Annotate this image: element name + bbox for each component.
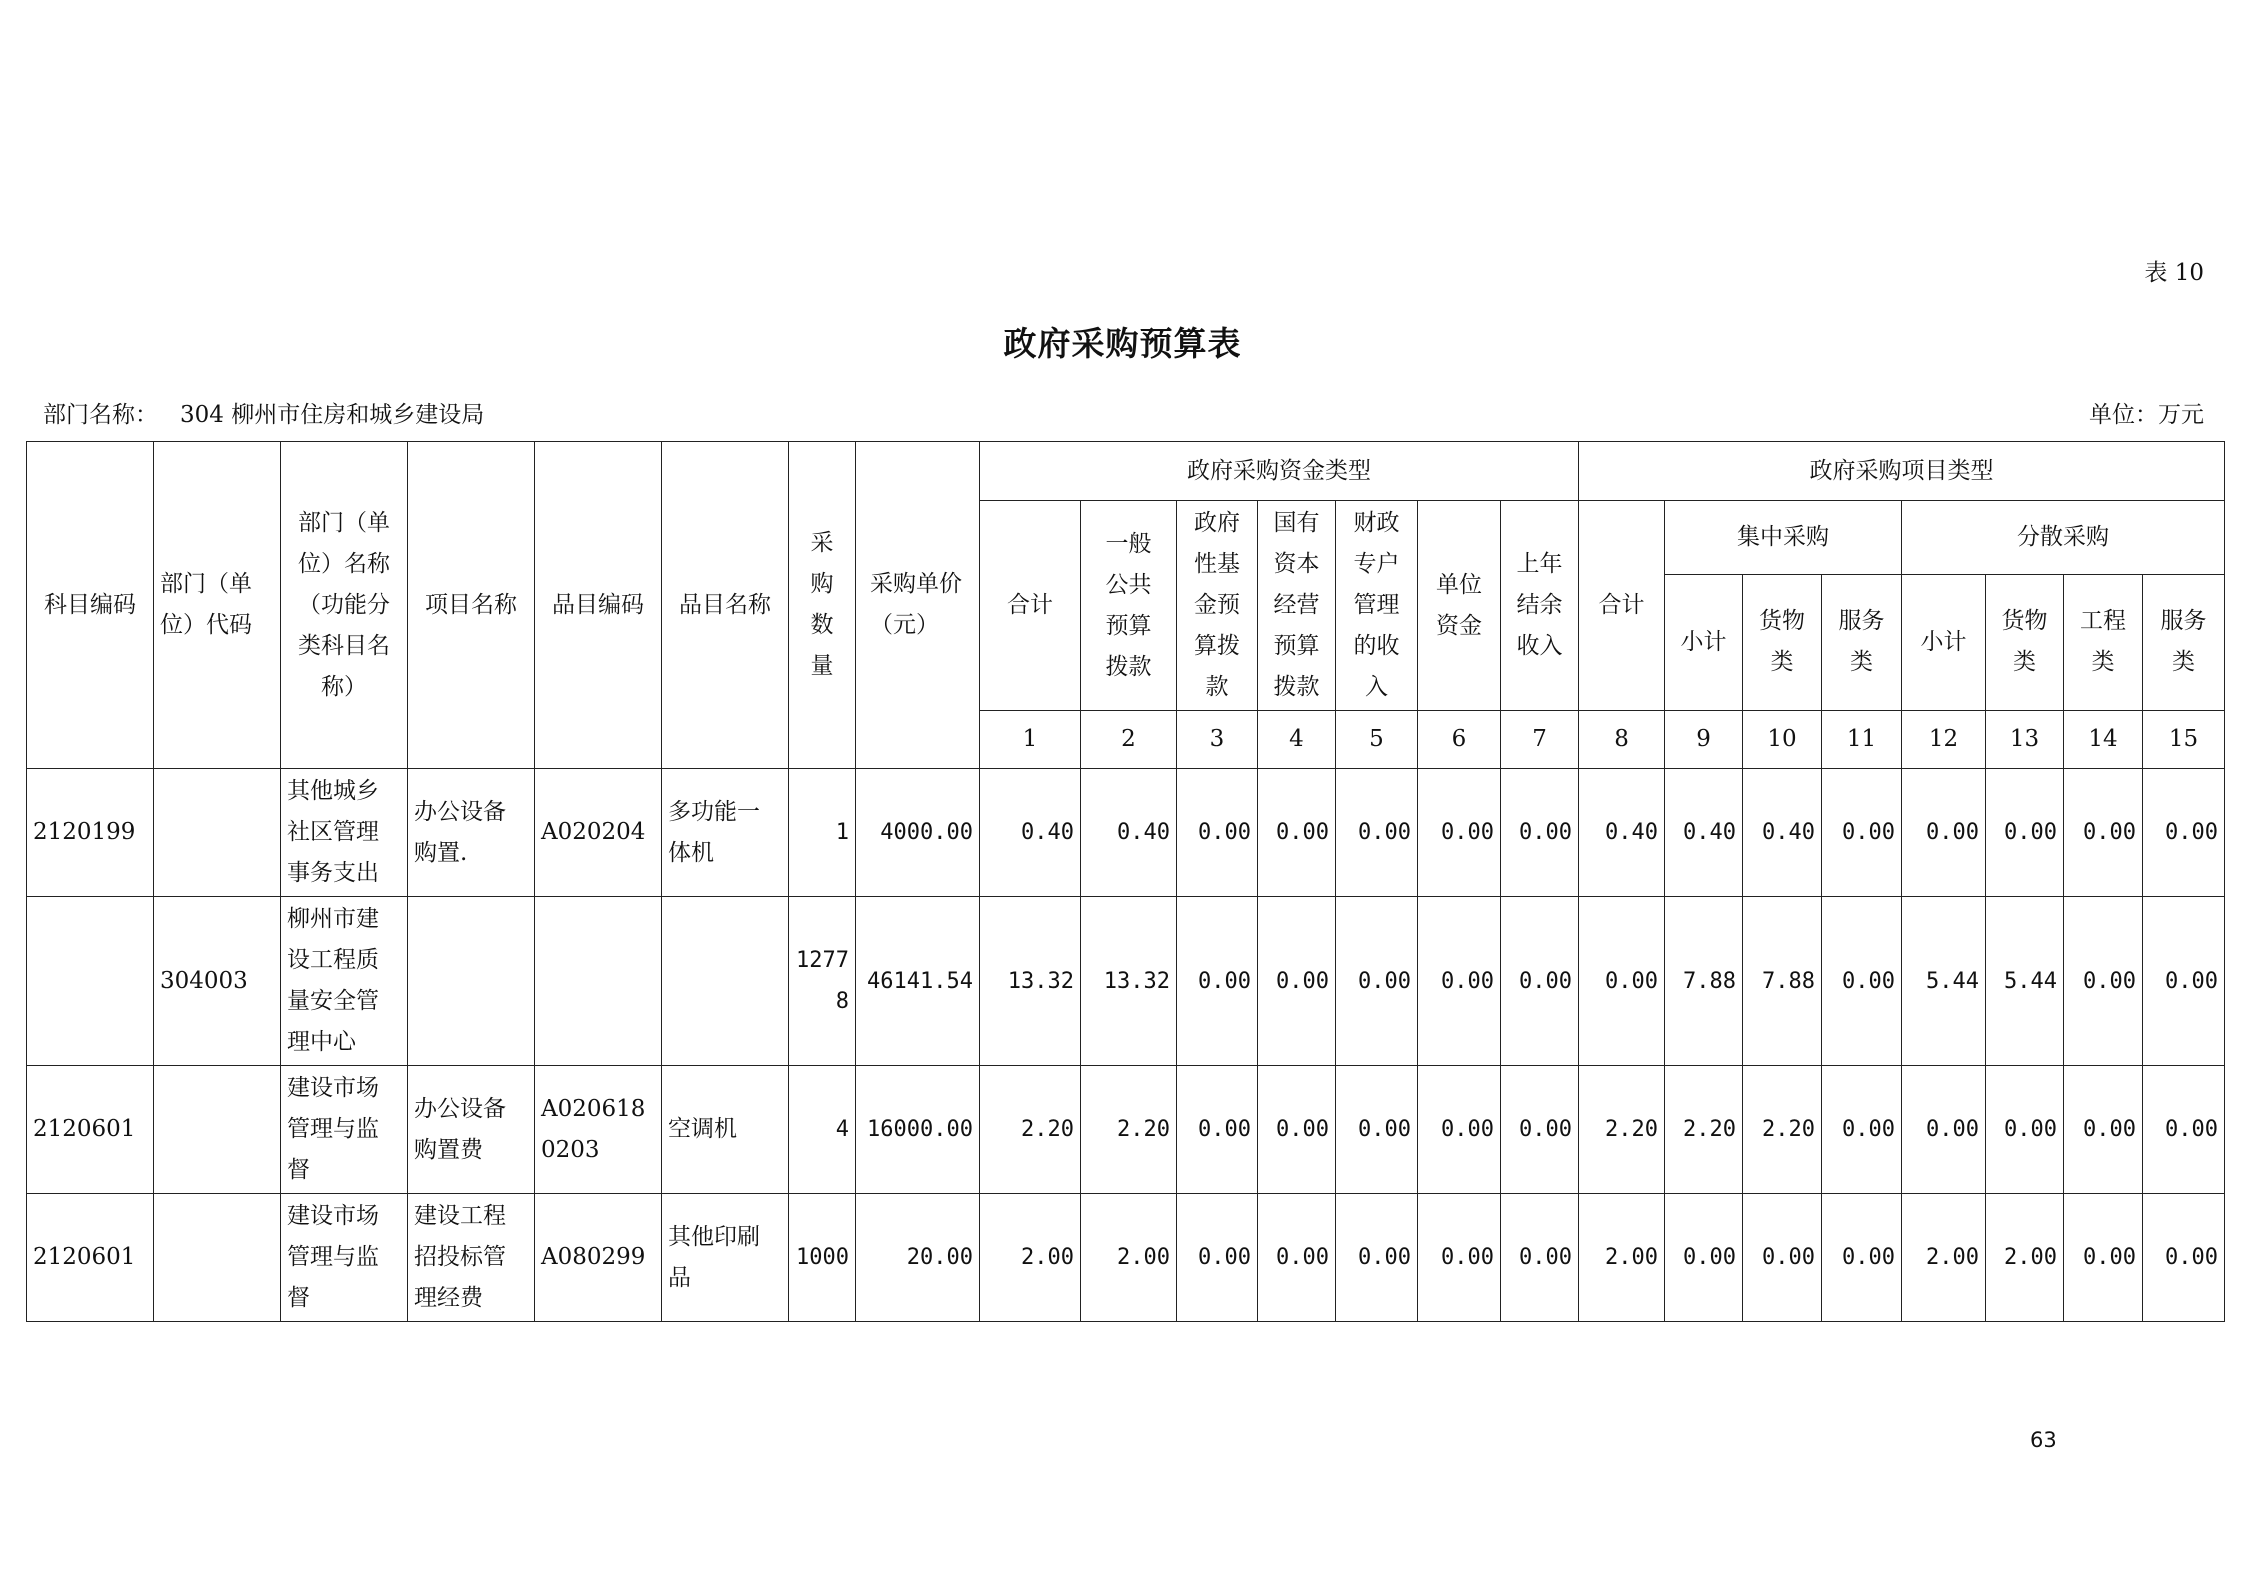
cell-amount: 0.00 xyxy=(1822,1194,1902,1322)
cell-amount: 0.40 xyxy=(1665,769,1743,897)
header-decentralized: 分散采购 xyxy=(1902,501,2225,575)
cell-dept-name: 柳州市建设工程质量安全管理中心 xyxy=(281,897,408,1066)
cell-amount: 0.00 xyxy=(1822,769,1902,897)
header-item-name: 品目名称 xyxy=(662,442,789,769)
cell-item-code: A080299 xyxy=(535,1194,662,1322)
cell-subject-code: 2120199 xyxy=(27,769,154,897)
cell-dept-code xyxy=(154,1194,281,1322)
cell-dept-code: 304003 xyxy=(154,897,281,1066)
cell-amount: 0.00 xyxy=(1418,1066,1501,1194)
header-carryover: 上年结余收入 xyxy=(1501,501,1579,711)
cell-amount: 0.00 xyxy=(1418,1194,1501,1322)
cell-amount: 5.44 xyxy=(1902,897,1986,1066)
cell-dept-name: 建设市场管理与监督 xyxy=(281,1066,408,1194)
cell-dept-name: 建设市场管理与监督 xyxy=(281,1194,408,1322)
department-label: 部门名称： xyxy=(43,402,158,428)
cell-amount: 0.00 xyxy=(1177,897,1258,1066)
cell-amount: 0.00 xyxy=(1418,897,1501,1066)
cell-quantity: 1 xyxy=(789,769,856,897)
cell-item-code xyxy=(535,897,662,1066)
header-subtotal2: 小计 xyxy=(1902,574,1986,710)
cell-subject-code xyxy=(27,897,154,1066)
cell-project-name xyxy=(408,897,535,1066)
cell-amount: 0.00 xyxy=(1258,769,1336,897)
cell-amount: 2.20 xyxy=(980,1066,1081,1194)
cell-dept-name: 其他城乡社区管理事务支出 xyxy=(281,769,408,897)
cell-amount: 0.40 xyxy=(1743,769,1822,897)
cell-amount: 0.00 xyxy=(1258,1194,1336,1322)
cell-amount: 2.20 xyxy=(1665,1066,1743,1194)
header-quantity: 采购数量 xyxy=(789,442,856,769)
table-body xyxy=(27,769,2225,1322)
cell-amount: 2.00 xyxy=(1986,1194,2064,1322)
cell-amount: 0.00 xyxy=(2064,897,2143,1066)
cell-amount: 0.00 xyxy=(1902,1066,1986,1194)
cell-amount: 0.00 xyxy=(1501,1194,1579,1322)
cell-amount: 0.00 xyxy=(1336,769,1418,897)
cell-amount: 2.00 xyxy=(1902,1194,1986,1322)
cell-amount: 0.00 xyxy=(2143,1194,2225,1322)
table-row xyxy=(27,1066,2225,1194)
cell-quantity: 1000 xyxy=(789,1194,856,1322)
cell-amount: 0.00 xyxy=(1501,897,1579,1066)
header-subtotal: 小计 xyxy=(1665,574,1743,710)
header-subject-code: 科目编码 xyxy=(27,442,154,769)
cell-amount: 0.00 xyxy=(1822,897,1902,1066)
cell-item-name: 其他印刷品 xyxy=(662,1194,789,1322)
cell-item-name xyxy=(662,897,789,1066)
cell-amount: 0.00 xyxy=(1579,897,1665,1066)
column-number: 4 xyxy=(1258,711,1336,769)
department-line xyxy=(43,396,484,429)
column-number: 1 xyxy=(980,711,1081,769)
header-special-account: 财政专户管理的收入 xyxy=(1336,501,1418,711)
cell-amount: 2.00 xyxy=(1579,1194,1665,1322)
header-dept-name: 部门（单位）名称（功能分类科目名称） xyxy=(281,442,408,769)
cell-amount: 0.00 xyxy=(1177,769,1258,897)
cell-amount: 2.20 xyxy=(1081,1066,1177,1194)
column-number: 12 xyxy=(1902,711,1986,769)
cell-amount: 0.00 xyxy=(2064,769,2143,897)
cell-project-name: 办公设备购置. xyxy=(408,769,535,897)
column-number: 9 xyxy=(1665,711,1743,769)
cell-unit-price: 16000.00 xyxy=(856,1066,980,1194)
cell-amount: 0.00 xyxy=(1986,769,2064,897)
cell-amount: 0.00 xyxy=(1501,1066,1579,1194)
header-service: 服务类 xyxy=(1822,574,1902,710)
column-number: 3 xyxy=(1177,711,1258,769)
cell-quantity: 4 xyxy=(789,1066,856,1194)
column-number: 8 xyxy=(1579,711,1665,769)
cell-amount: 0.00 xyxy=(1177,1194,1258,1322)
cell-item-code: A0206180203 xyxy=(535,1066,662,1194)
cell-amount: 0.40 xyxy=(1579,769,1665,897)
column-number: 11 xyxy=(1822,711,1902,769)
column-number: 10 xyxy=(1743,711,1822,769)
column-number: 6 xyxy=(1418,711,1501,769)
cell-quantity: 12778 xyxy=(789,897,856,1066)
header-fund-group: 政府采购资金类型 xyxy=(980,442,1579,501)
header-engineering: 工程类 xyxy=(2064,574,2143,710)
header-state-capital: 国有资本经营预算拨款 xyxy=(1258,501,1336,711)
cell-amount: 0.00 xyxy=(2143,769,2225,897)
header-unit-fund: 单位资金 xyxy=(1418,501,1501,711)
cell-amount: 13.32 xyxy=(980,897,1081,1066)
cell-project-name: 办公设备购置费 xyxy=(408,1066,535,1194)
cell-amount: 0.40 xyxy=(1081,769,1177,897)
cell-dept-code xyxy=(154,1066,281,1194)
cell-project-name: 建设工程招投标管理经费 xyxy=(408,1194,535,1322)
cell-amount: 2.00 xyxy=(1081,1194,1177,1322)
header-centralized: 集中采购 xyxy=(1665,501,1902,575)
column-number: 7 xyxy=(1501,711,1579,769)
header-gov-fund: 政府性基金预算拨款 xyxy=(1177,501,1258,711)
cell-amount: 0.00 xyxy=(1258,897,1336,1066)
cell-amount: 0.00 xyxy=(2064,1194,2143,1322)
cell-item-name: 空调机 xyxy=(662,1066,789,1194)
cell-dept-code xyxy=(154,769,281,897)
column-number: 2 xyxy=(1081,711,1177,769)
cell-amount: 0.00 xyxy=(1822,1066,1902,1194)
department-value: 304 柳州市住房和城乡建设局 xyxy=(180,402,485,428)
header-goods2: 货物类 xyxy=(1986,574,2064,710)
header-total: 合计 xyxy=(980,501,1081,711)
cell-amount: 13.32 xyxy=(1081,897,1177,1066)
cell-amount: 0.00 xyxy=(1336,1194,1418,1322)
cell-amount: 0.00 xyxy=(1902,769,1986,897)
cell-amount: 0.00 xyxy=(1986,1066,2064,1194)
table-row xyxy=(27,1194,2225,1322)
header-goods: 货物类 xyxy=(1743,574,1822,710)
page-number: 63 xyxy=(2030,1428,2057,1452)
cell-unit-price: 46141.54 xyxy=(856,897,980,1066)
cell-amount: 2.20 xyxy=(1743,1066,1822,1194)
header-dept-code: 部门（单位）代码 xyxy=(154,442,281,769)
column-number: 5 xyxy=(1336,711,1418,769)
column-number: 13 xyxy=(1986,711,2064,769)
cell-amount: 0.00 xyxy=(1177,1066,1258,1194)
header-project-name: 项目名称 xyxy=(408,442,535,769)
cell-item-name: 多功能一体机 xyxy=(662,769,789,897)
cell-amount: 0.00 xyxy=(1501,769,1579,897)
header-general-budget: 一般公共预算拨款 xyxy=(1081,501,1177,711)
cell-amount: 7.88 xyxy=(1743,897,1822,1066)
cell-unit-price: 4000.00 xyxy=(856,769,980,897)
cell-amount: 5.44 xyxy=(1986,897,2064,1066)
procurement-budget-table xyxy=(26,441,2225,1322)
header-project-group: 政府采购项目类型 xyxy=(1579,442,2225,501)
cell-unit-price: 20.00 xyxy=(856,1194,980,1322)
unit-label: 单位：万元 xyxy=(2089,402,2204,428)
cell-amount: 0.00 xyxy=(1418,769,1501,897)
table-row xyxy=(27,769,2225,897)
column-number: 14 xyxy=(2064,711,2143,769)
cell-subject-code: 2120601 xyxy=(27,1194,154,1322)
header-item-code: 品目编码 xyxy=(535,442,662,769)
cell-amount: 0.00 xyxy=(1336,897,1418,1066)
cell-subject-code: 2120601 xyxy=(27,1066,154,1194)
header-total2: 合计 xyxy=(1579,501,1665,711)
header-service2: 服务类 xyxy=(2143,574,2225,710)
column-number: 15 xyxy=(2143,711,2225,769)
cell-amount: 2.00 xyxy=(980,1194,1081,1322)
cell-amount: 0.00 xyxy=(1258,1066,1336,1194)
header-unit-price: 采购单价（元） xyxy=(856,442,980,769)
cell-amount: 0.00 xyxy=(1336,1066,1418,1194)
cell-item-code: A020204 xyxy=(535,769,662,897)
table-row xyxy=(27,897,2225,1066)
cell-amount: 2.20 xyxy=(1579,1066,1665,1194)
cell-amount: 0.00 xyxy=(2143,1066,2225,1194)
cell-amount: 7.88 xyxy=(1665,897,1743,1066)
cell-amount: 0.40 xyxy=(980,769,1081,897)
cell-amount: 0.00 xyxy=(1665,1194,1743,1322)
cell-amount: 0.00 xyxy=(1743,1194,1822,1322)
page-title: 政府采购预算表 xyxy=(1003,324,1242,363)
cell-amount: 0.00 xyxy=(2064,1066,2143,1194)
table-number: 表 10 xyxy=(2144,260,2204,286)
cell-amount: 0.00 xyxy=(2143,897,2225,1066)
